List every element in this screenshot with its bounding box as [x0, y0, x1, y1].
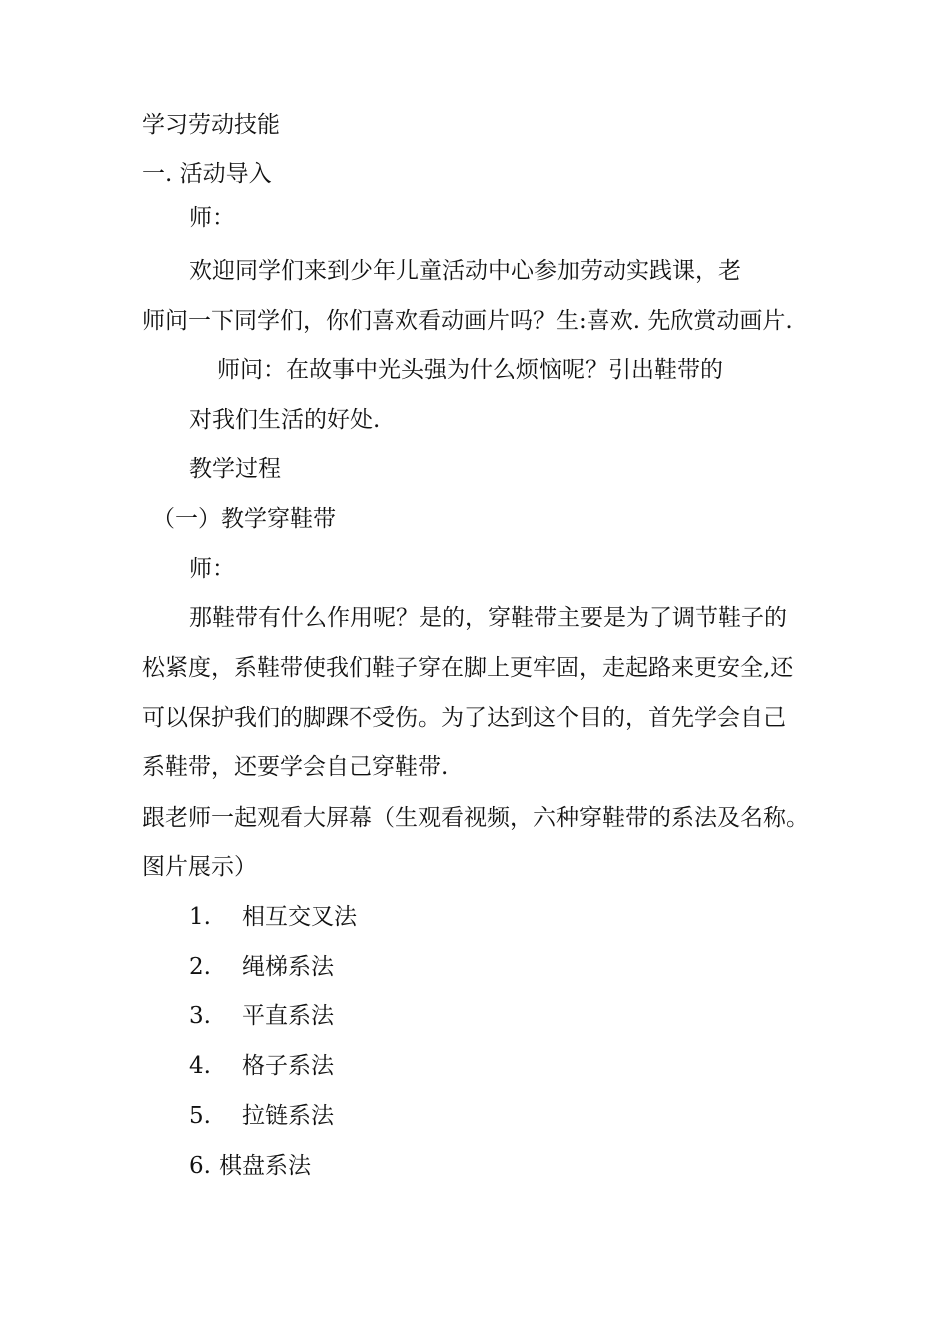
question-line: 对我们生活的好处. — [189, 407, 381, 433]
list-item — [189, 902, 357, 932]
list-item-label: 相互交叉法 — [242, 904, 357, 930]
list-item — [189, 1051, 334, 1081]
list-item-label: 平直系法 — [242, 1003, 334, 1029]
list-item-number: 2. — [189, 954, 211, 980]
body-paragraph-line: 松紧度，系鞋带使我们鞋子穿在脚上更牢固，走起路来更安全,还 — [142, 655, 794, 681]
list-item — [189, 1101, 334, 1131]
body-paragraph-line: 那鞋带有什么作用呢？是的，穿鞋带主要是为了调节鞋子的 — [189, 605, 787, 631]
list-item-number: 4. — [189, 1053, 211, 1079]
list-item-number: 3. — [189, 1003, 211, 1029]
list-item-label: 绳梯系法 — [242, 954, 334, 980]
list-item-label: 拉链系法 — [242, 1103, 334, 1129]
video-instruction-line: 图片展示） — [142, 854, 257, 880]
question-line: 师问：在故事中光头强为什么烦恼呢？引出鞋带的 — [217, 357, 723, 383]
list-item — [189, 1151, 311, 1181]
list-item-label: 格子系法 — [242, 1053, 334, 1079]
list-item-number: 6. — [189, 1153, 211, 1179]
list-item-number: 1. — [189, 904, 211, 930]
sub-heading-shoelace: （一）教学穿鞋带 — [152, 506, 336, 532]
process-heading: 教学过程 — [189, 456, 281, 482]
list-item — [189, 952, 334, 982]
list-item-label: 棋盘系法 — [219, 1153, 311, 1179]
document-title: 学习劳动技能 — [142, 112, 280, 138]
list-item — [189, 1001, 334, 1031]
intro-paragraph-line: 师问一下同学们，你们喜欢看动画片吗？生:喜欢. 先欣赏动画片. — [142, 308, 793, 334]
list-item-number: 5. — [189, 1103, 211, 1129]
body-paragraph-line: 可以保护我们的脚踝不受伤。为了达到这个目的，首先学会自己 — [142, 705, 786, 731]
body-paragraph-line: 系鞋带，还要学会自己穿鞋带. — [142, 754, 449, 780]
teacher-label: 师： — [189, 205, 235, 231]
intro-paragraph-line: 欢迎同学们来到少年儿童活动中心参加劳动实践课，老 — [189, 258, 741, 284]
teacher-label: 师： — [189, 556, 235, 582]
section-heading-activity-intro: 一. 活动导入 — [142, 161, 272, 187]
video-instruction-line: 跟老师一起观看大屏幕（生观看视频，六种穿鞋带的系法及名称。 — [142, 805, 809, 831]
